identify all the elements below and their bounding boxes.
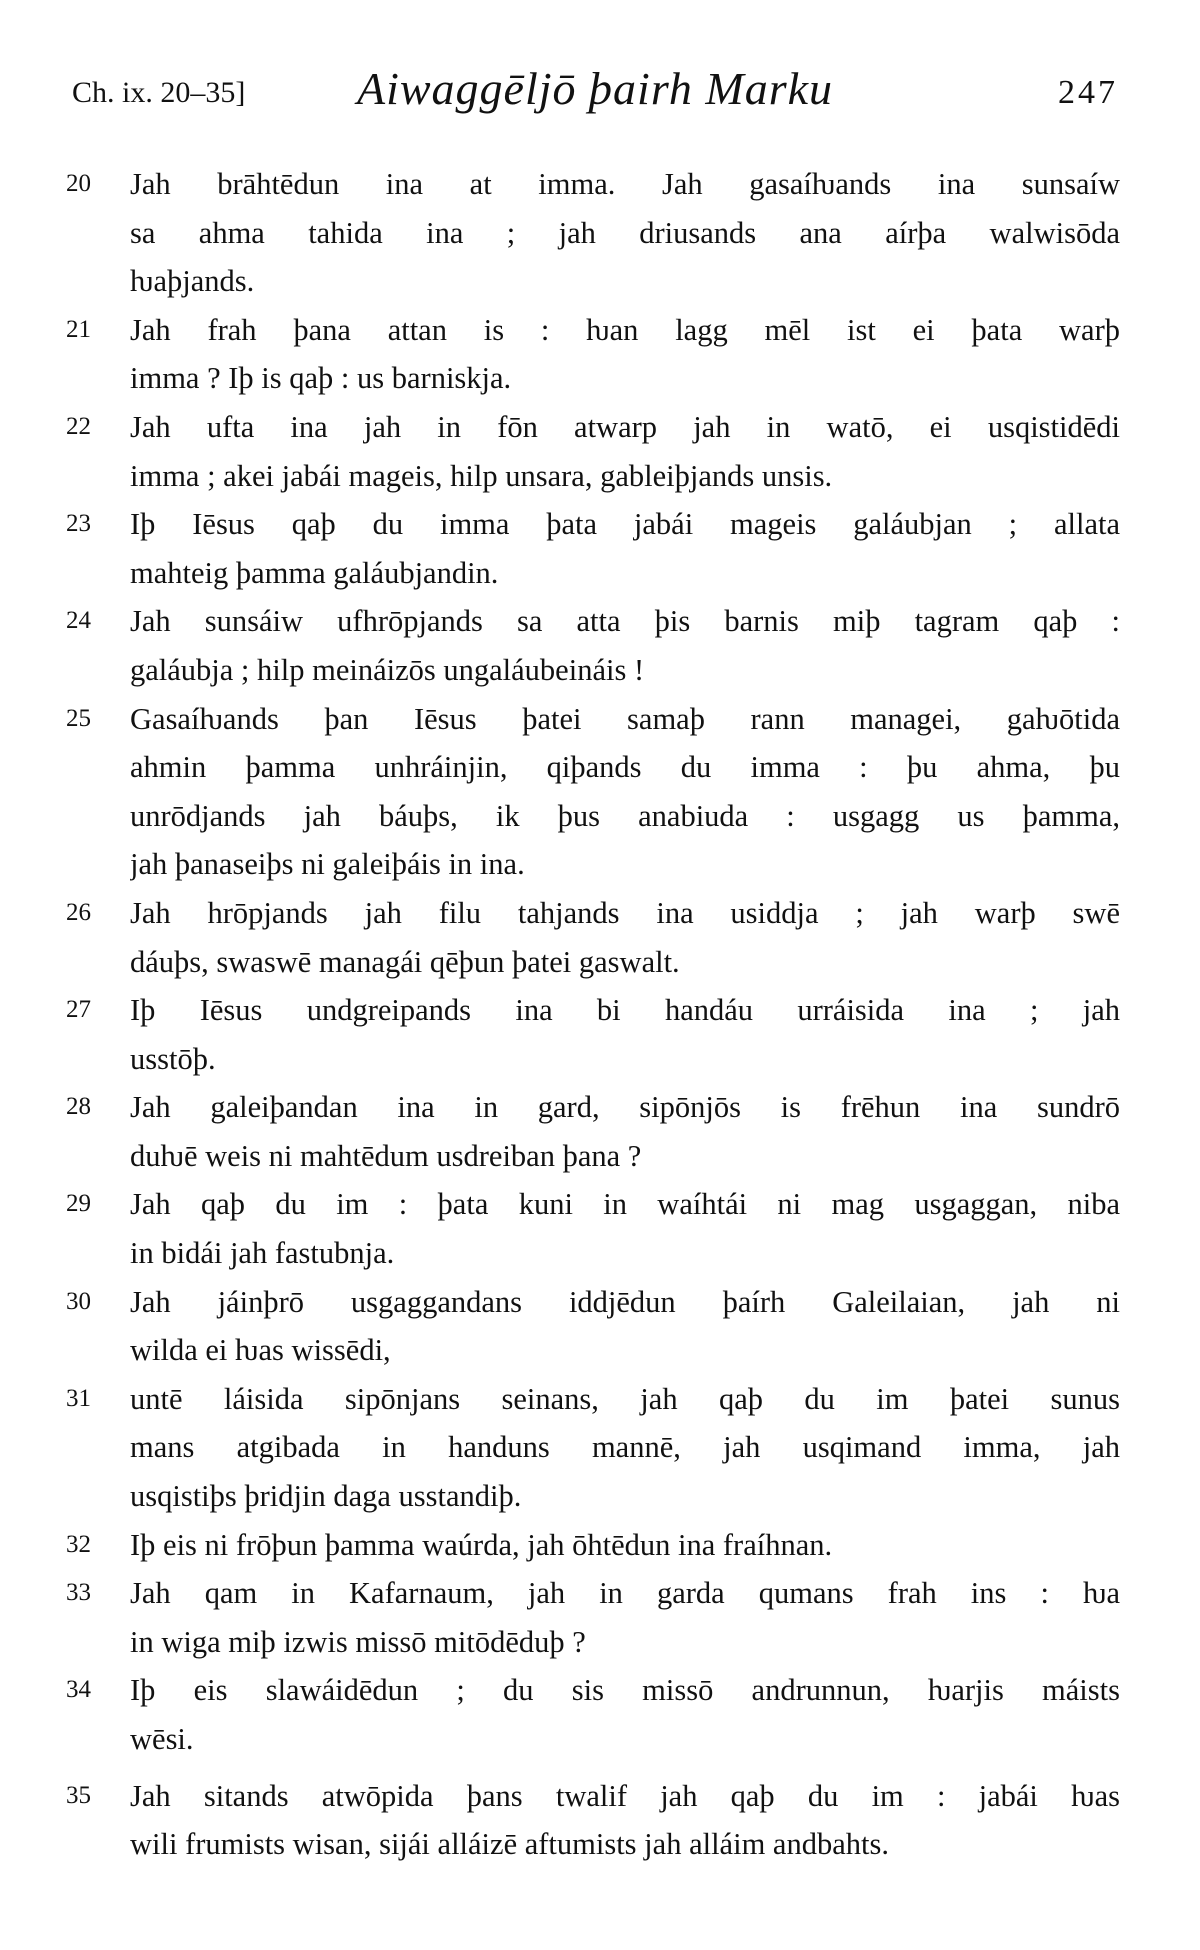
verse-line: dáuþs, swaswē managái qēþun þatei gaswalt. <box>130 944 680 979</box>
verse-line: Jah brāhtēdun ina at imma. Jah gasaíƕands ina sunsaíw <box>130 167 1120 201</box>
verse-line: Jah frah þana attan is : ƕan lagg mēl ist ei þata warþ <box>130 312 1120 347</box>
verse-number: 24 <box>66 607 91 635</box>
verse-number: 33 <box>66 1579 91 1607</box>
verse-line: ƕaþjands. <box>130 264 255 299</box>
verse-line: Iþ eis ni frōþun þamma waúrda, jah ōhtēdun ina fraíhnan. <box>130 1527 833 1562</box>
verse-line: imma ? Iþ is qaþ : us barniskja. <box>130 361 512 396</box>
verse-line: galáubja ; hilp meináizōs ungaláubeináis ! <box>130 652 645 687</box>
verse-20 <box>66 160 1120 306</box>
verse-number: 34 <box>66 1676 91 1704</box>
verse-line: Iþ Iēsus undgreipands ina bi handáu urráisida ina ; jah <box>130 993 1120 1028</box>
page-title: Aiwaggēljō þairh Marku <box>357 63 834 114</box>
verse-31 <box>66 1375 1120 1521</box>
verse-line: sa ahma tahida ina ; jah driusands ana aírþa walwisōda <box>130 215 1120 250</box>
verse-line: unrōdjands jah báuþs, ik þus anabiuda : usgagg us þamma, <box>130 798 1120 833</box>
verse-number: 28 <box>66 1093 91 1121</box>
verse-line: Iþ eis slawáidēdun ; du sis missō andrunnun, ƕarjis máists <box>130 1673 1120 1708</box>
verse-28 <box>66 1083 1120 1180</box>
verse-34 <box>66 1666 1120 1763</box>
verse-line: wili frumists wisan, sijái alláizē aftumists jah alláim andbahts. <box>130 1827 889 1862</box>
verse-27 <box>66 986 1120 1083</box>
verse-number: 26 <box>66 898 91 926</box>
verse-number: 25 <box>66 704 91 732</box>
verse-line: usqistiþs þridjin daga usstandiþ. <box>130 1479 522 1514</box>
verse-line: Jah sunsáiw ufhrōpjands sa atta þis barnis miþ tagram qaþ : <box>130 604 1120 639</box>
verse-26 <box>66 889 1120 986</box>
verse-21 <box>66 306 1120 403</box>
verse-number: 29 <box>66 1190 91 1218</box>
verse-line: Jah sitands atwōpida þans twalif jah qaþ du im : jabái ƕas <box>130 1778 1120 1813</box>
verse-line: in bidái jah fastubnja. <box>130 1236 395 1271</box>
verse-line: Jah galeiþandan ina in gard, sipōnjōs is frēhun ina sundrō <box>130 1090 1120 1125</box>
verse-line: duƕē weis ni mahtēdum usdreiban þana ? <box>130 1138 642 1173</box>
verse-22 <box>66 403 1120 500</box>
verse-number: 32 <box>66 1530 91 1558</box>
verse-number: 21 <box>66 315 91 343</box>
verse-text-body <box>66 160 1120 1869</box>
verse-line: in wiga miþ izwis missō mitōdēduþ ? <box>130 1624 586 1659</box>
verse-line: jah þanaseiþs ni galeiþáis in ina. <box>130 847 525 882</box>
verse-line: mans atgibada in handuns mannē, jah usqimand imma, jah <box>130 1430 1120 1465</box>
verse-23 <box>66 500 1120 597</box>
verse-32 <box>66 1521 1120 1570</box>
verse-number: 31 <box>66 1384 91 1412</box>
verse-33 <box>66 1569 1120 1666</box>
verse-number: 22 <box>66 412 91 440</box>
verse-line: Iþ Iēsus qaþ du imma þata jabái mageis galáubjan ; allata <box>130 507 1120 542</box>
verse-line: Jah qam in Kafarnaum, jah in garda qumans frah ins : ƕa <box>130 1576 1120 1611</box>
verse-number: 20 <box>66 170 91 197</box>
verse-line: Jah qaþ du im : þata kuni in waíhtái ni mag usgaggan, niba <box>130 1187 1120 1222</box>
running-header <box>72 62 1118 122</box>
verse-line: imma ; akei jabái mageis, hilp unsara, gableiþjands unsis. <box>130 458 833 493</box>
verse-line: untē láisida sipōnjans seinans, jah qaþ du im þatei sunus <box>130 1381 1120 1416</box>
verse-line: Gasaíƕands þan Iēsus þatei samaþ rann managei, gaƕōtida <box>130 701 1120 736</box>
verse-number: 35 <box>66 1781 91 1809</box>
verse-line: Jah hrōpjands jah filu tahjands ina usiddja ; jah warþ swē <box>130 895 1120 930</box>
verse-29 <box>66 1180 1120 1277</box>
verse-number: 27 <box>66 996 91 1024</box>
verse-number: 30 <box>66 1287 91 1315</box>
verse-line: wilda ei ƕas wissēdi, <box>130 1333 391 1368</box>
page-number: 247 <box>1058 74 1118 111</box>
verse-24 <box>66 597 1120 694</box>
verse-25 <box>66 695 1120 889</box>
verse-30 <box>66 1278 1120 1375</box>
chapter-reference: Ch. ix. 20–35] <box>72 76 246 109</box>
verse-line: Jah ufta ina jah in fōn atwarp jah in watō, ei usqistidēdi <box>130 409 1120 444</box>
verse-line: wēsi. <box>130 1722 194 1756</box>
verse-line: mahteig þamma galáubjandin. <box>130 555 499 590</box>
verse-35 <box>66 1772 1120 1869</box>
verse-line: ahmin þamma unhráinjin, qiþands du imma : þu ahma, þu <box>130 750 1120 785</box>
verse-line: usstōþ. <box>130 1041 216 1076</box>
verse-line: Jah jáinþrō usgaggandans iddjēdun þaírh Galeilaian, jah ni <box>130 1284 1120 1319</box>
verse-number: 23 <box>66 510 91 538</box>
